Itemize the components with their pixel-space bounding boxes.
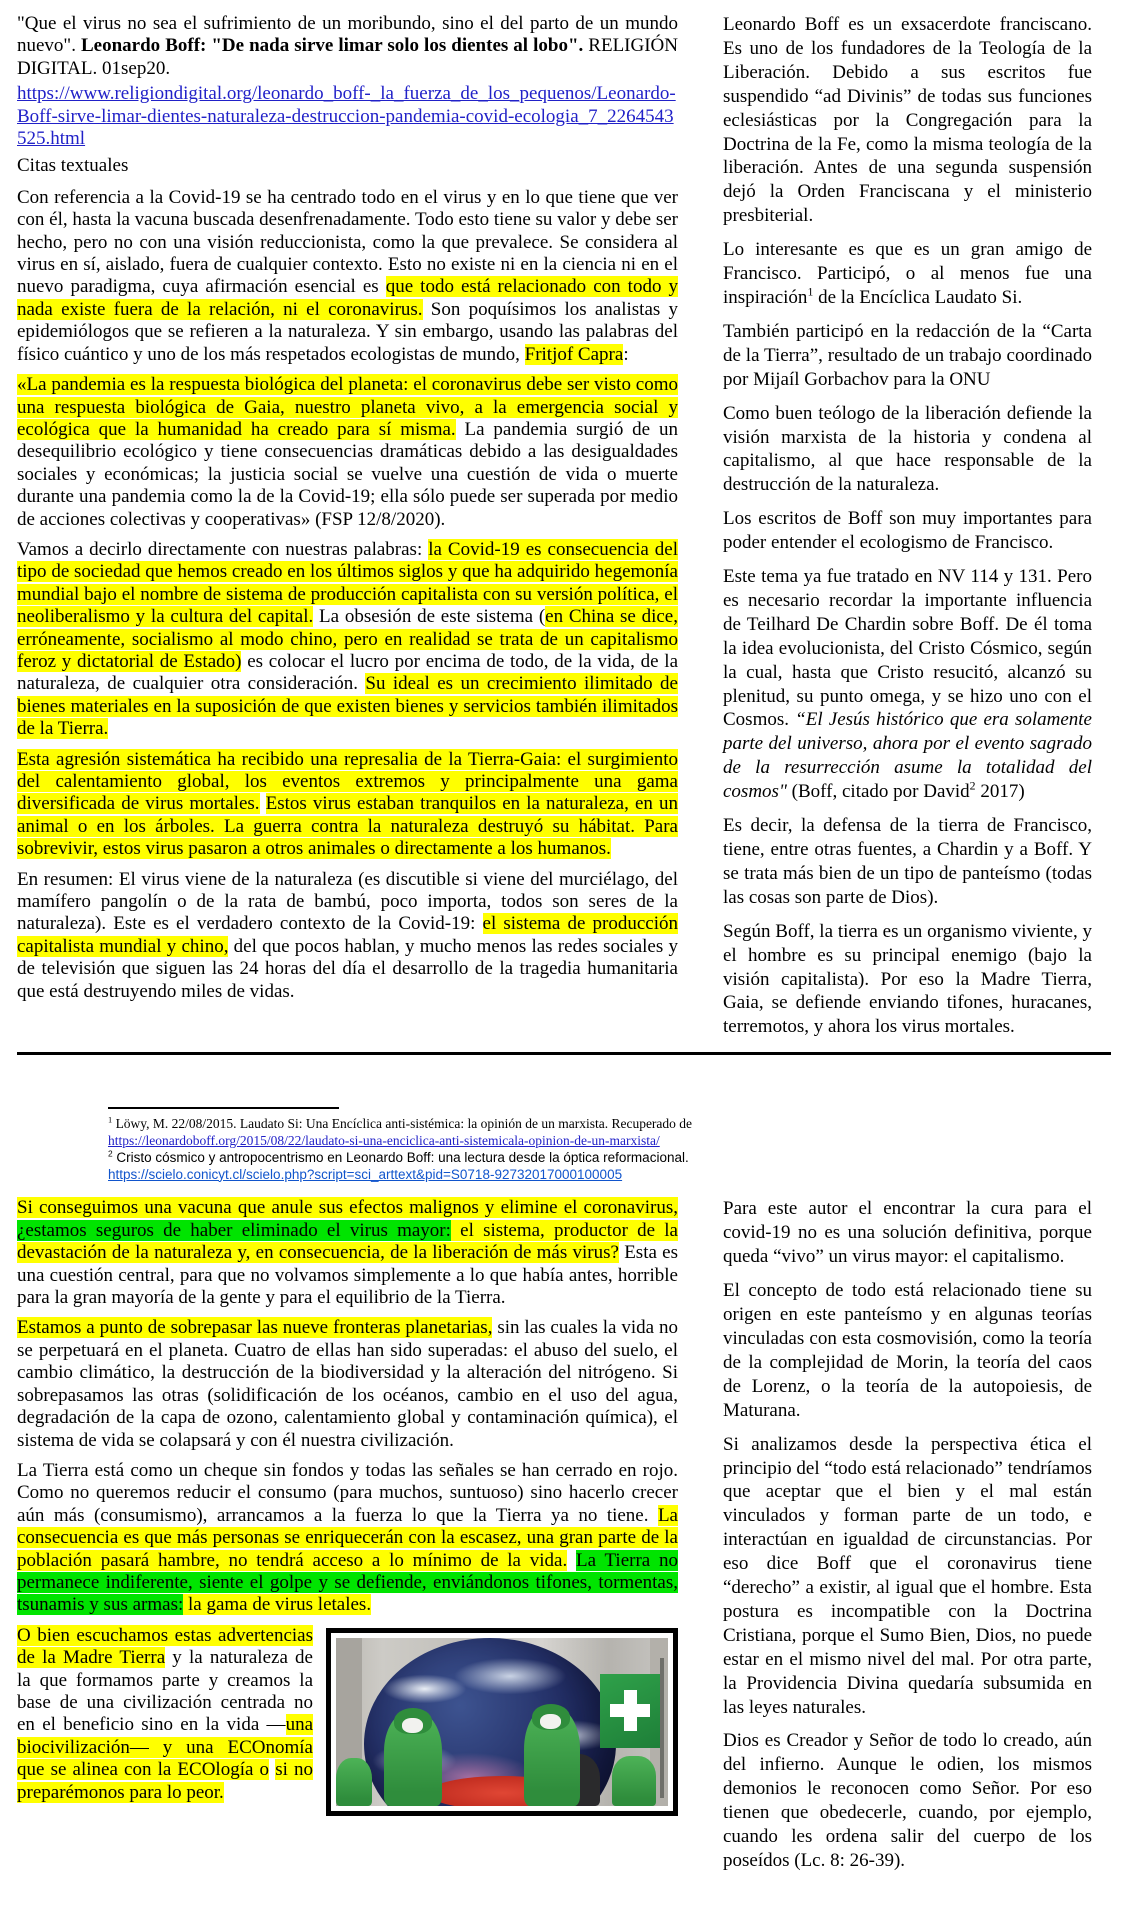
text-run: "Que el virus no sea el sufrimiento de un moribundo, sino el del parto de un mundo nuevo". [17,13,678,57]
highlighted-text-yellow: O bien escuchamos estas advertencias de la Madre Tierra [17,1624,313,1669]
text-run: y la naturaleza de la que formamos parte y creamos la base de una civilización centrada no en el beneficio sino en la vida — [17,1647,313,1736]
text-run: El concepto de todo está relacionado tiene su origen en este panteísmo y en algunas teorías vinculadas con esta cosmovisión, como la teoría de la complejidad de Morin, la teoría del caos de Lorenz, o la teoría de la autopoiesis, de Maturana. [723,1280,1092,1421]
text-run: Para este autor el encontrar la cura para el covid-19 no es una solución definitiva, porque queda “vivo” un virus mayor: el capitalismo. [723,1198,1092,1268]
paragraph-boff-bio [723,13,1092,228]
highlighted-text-yellow: la Covid-19 es consecuencia del tipo de sociedad que hemos creado en los últimos siglos y que ha adquirido hegemonía mundial bajo el nombre de sistema de producción capitalista con su versión política, el neoliberalismo y la cultura del capital. [17,538,678,628]
text-run: Cristo cósmico y antropocentrismo en Leonardo Boff: una lectura desde la óptica reformacional. [112,1149,689,1165]
paragraph-dios-creador [723,1729,1092,1872]
paragraph-teilhard [723,565,1092,804]
highlighted-text-yellow: «La pandemia es la respuesta biológica del planeta: el coronavirus debe ser visto como una respuesta biológica de Gaia, nuestro planeta vivo, a la emergencia social y ecológica que la humanidad ha creado para sí misma. [17,374,678,440]
text-run: Löwy, M. 22/08/2015. Laudato Si: Una Encíclica anti-sistémica: la opinión de un marxista. Recuperado de [112,1116,693,1132]
paragraph-amigo-francisco [723,238,1092,310]
footnote-reference: 2 [108,1148,113,1159]
text-run: Son poquísimos los analistas y epidemiólogos que se refieren a la naturaleza. Y sin embargo, usando las palabras del físico cuántico y uno de los más respetados ecologistas de mundo, [17,298,678,365]
text-run: La Tierra está como un cheque sin fondos y todas las señales se han cerrado en rojo. Como no queremos reducir el consumo (para muchos, suntuoso) sino hacerlo crecer aún más (consumismo), arrancamos a la fuerza lo que la Tierra ya no tiene. [17,1459,678,1526]
highlighted-text-yellow: el sistema, productor de la devastación de la naturaleza y, en consecuencia, de la liberación de más virus? [17,1219,678,1264]
paragraph-fronteras [17,1317,678,1451]
text-run: Si analizamos desde la perspectiva ética el principio del “todo está relacionado” tendríamos que aceptar que el bien y el mal están vinculados y forman parte de un todo, e interactúan en igualdad de circunstancias. Por eso dice Boff que el coronavirus tiene “derecho” a existir, al igual que el hombre. Esta postura es incompatible con la Doctrina Cristiana, porque el Sumo Bien, Dios, no puede estar en el mismo nivel del mal. Por otra parte, la Providencia Divina quedaría subsumida en las leyes naturales. [723,1433,1092,1718]
paragraph-vacuna [17,1197,678,1309]
text-run: Leonardo Boff es un exsacerdote franciscano. Es uno de los fundadores de la Teología de la Liberación. Debido a sus escritos fue suspendido “ad Divinis” de todas sus funciones eclesiásticas por la Congregación para la Doctrina de la Fe, como la misma teología de la liberación. Antes de una segunda suspensión dejó la Orden Franciscana y el ministerio presbiterial. [723,14,1092,227]
highlighted-text-yellow: Estos virus estaban tranquilos en la naturaleza, en un animal o en los árboles. La guerra contra la naturaleza destruyó su hábitat. Para sobrevivir, estos virus pasaron a otros animales o directamente a los humanos. [17,793,679,860]
paragraph-teologo-liberacion [723,402,1092,498]
right-column-top [723,13,1092,1049]
text-run: de la Encíclica Laudato Si. [813,286,1023,308]
footnote-reference: 1 [108,1115,113,1125]
hyperlink[interactable]: https://leonardoboff.org/2015/08/22/laudato-si-una-enciclica-anti-sistemicala-opinion-de-un-marxista/ [108,1133,660,1149]
text-run: “El Jesús histórico que era solamente parte del universo, ahora por el evento sagrado de la resurrección asume la totalidad del cosmos" [723,709,1092,803]
footnotes [108,1107,1090,1183]
text-run: 2017) [975,781,1025,803]
text-run: También participó en la redacción de la “Carta de la Tierra”, resultado de un trabajo coordinado por Mijaíl Gorbachov para la ONU [723,320,1092,390]
text-run: Lo interesante es que es un gran amigo de Francisco. Participó, o al menos fue una inspiración [723,239,1092,308]
article-link [17,83,678,150]
text-run: RELIGIÓN DIGITAL. 01sep20. [17,35,679,79]
highlighted-text-yellow: una biocivilización— y una ECOnomía que se alinea con la ECOlogía o [17,1714,313,1781]
paragraph-en-resumen [17,869,678,1003]
text-run [567,1550,576,1571]
footnote-reference: 2 [969,779,976,793]
highlighted-text-yellow: Estamos a punto de sobrepasar las nueve fronteras planetarias, [17,1317,493,1339]
paragraph-concepto [723,1279,1092,1422]
footnote-1 [108,1116,1090,1150]
highlighted-text-yellow: que todo está relacionado con todo y nada existe fuera de la relación, ni el coronavirus. [17,276,678,320]
text-run: Los escritos de Boff son muy importantes para poder entender el ecologismo de Francisco. [723,508,1092,554]
green-flag [600,1674,660,1748]
text-run: Según Boff, la tierra es un organismo viviente, y el hombre es su principal enemigo (bajo la visión capitalista). Por eso la Madre Tierra, Gaia, se defiende enviando tifones, huracanes, terremotos, y ahora los virus mortales. [723,920,1092,1038]
highlighted-text-yellow: Si conseguimos una vacuna que anule sus efectos malignos y elimine el coronavirus, [17,1197,678,1219]
face-mask [402,1718,423,1733]
highlighted-text-yellow: Esta agresión sistemática ha recibido una represalia de la Tierra-Gaia: el surgimiento del calentamiento global, los eventos extremos y principalmente una gama diversificada de virus mortales. [17,748,678,815]
paragraph-represalia-gaia [17,749,678,861]
paragraph-cura [723,1197,1092,1269]
text-run: La obsesión de este sistema ( [313,606,546,628]
paragraph-sistema-capitalista [17,539,678,741]
highlighted-text-yellow: la gama de virus letales. [183,1594,372,1616]
left-bottom-paragraphs [17,1197,678,1616]
highlighted-text-yellow: Fritjof Capra [524,343,624,365]
highlighted-text-green: La Tierra no permanece indiferente, siente el golpe y se defiende, enviándonos tifones, tormentas, tsunamis y sus armas: [17,1549,679,1616]
highlighted-text-green: ¿estamos seguros de haber eliminado el virus mayor: [17,1219,451,1241]
footnote-reference: 1 [807,285,814,299]
right-column-bottom [723,1197,1092,1882]
paragraph-carta-tierra [723,320,1092,392]
hyperlink[interactable]: https://scielo.conicyt.cl/scielo.php?script=sci_arttext&pid=S0718-92732017000100005 [108,1166,623,1182]
paragraph-cita-capra [17,374,678,531]
footnote-list [108,1116,1090,1183]
paragraph-cheque [17,1460,678,1617]
headline [17,13,678,80]
text-run: sin las cuales la vida no se perpetuará en el planeta. Cuatro de ellas han sido superadas: el abuso del suelo, el cambio climático, la destrucción de la biodiversidad y la alteración del nitrógeno. Si sobrepasamos las otras (solidificación de los océanos, cambio en el uso del agua, degradación de la capa de ozono, calentamiento global y contaminación química), el sistema de vida se colapsará y con él nuestra civilización. [17,1317,678,1451]
text-run: Este tema ya fue tratado en NV 114 y 131. Pero es necesario recordar la importante influencia de Teilhard De Chardin sobre Boff. De él toma la idea evolucionista, del Cristo Cósmico, según la cual, hasta que Cristo resucitó, alcanzó su plenitud, su punto omega, y se hizo uno con el Cosmos. [723,566,1092,731]
highlighted-text-yellow: La consecuencia es que más personas se enriquecerán con la escasez, una gran parte de la población pasará hambre, no tendrá acceso a lo mínimo de la vida. [17,1504,678,1571]
text-run: Citas textuales [17,155,129,177]
highlighted-text-yellow: Su ideal es un crecimiento ilimitado de bienes materiales en la suposición de que existen bienes y servicios también ilimitados de la Tierra. [17,673,678,740]
earth-globe-photo [326,1628,678,1816]
left-column-top [17,13,678,1011]
paragraph-madre-tierra [723,920,1092,1040]
paragraph-covid-contexto [17,187,678,366]
text-run [260,793,266,814]
section-divider-rule [17,1052,1111,1055]
text-run: Esta es una cuestión central, para que no volvamos simplemente a lo que había antes, horrible para la gran mayoría de la gente y para el equilibrio de la Tierra. [17,1242,678,1309]
text-run: Leonardo Boff: "De nada sirve limar solo los dientes al lobo". [80,35,584,57]
photo-scene [336,1638,668,1806]
protester-figure [336,1758,372,1806]
highlighted-text-yellow: en China se dice, erróneamente, socialismo al modo chino, pero en realidad se trata de un capitalismo feroz y dictatorial de Estado) [17,606,678,672]
paragraph-escritos-boff [723,507,1092,555]
footnote-separator [108,1107,339,1109]
text-run: (Boff, citado por David [786,781,970,803]
text-run: : [623,343,629,365]
paragraph-perspectiva-etica [723,1433,1092,1720]
bottom-section [0,1197,1130,1882]
text-run: del que pocos hablan, y mucho menos las redes sociales y de televisión que siguen las 24 horas del día el desarrollo de la tragedia humanitaria que está destruyendo miles de vidas. [17,935,678,1002]
highlighted-text-yellow: si no preparémonos para lo peor. [17,1759,313,1803]
left-column-bottom [17,1197,678,1819]
paragraph-panteismo [723,814,1092,910]
text-run: Dios es Creador y Señor de todo lo creado, aún del infierno. Aunque le odien, los mismos demonios le reconocen como Señor. Por eso tienen que obedecerle, cuando, por ejemplo, cuando les ordena salir del cuerpo de los poseídos (Lc. 8: 26-39). [723,1730,1092,1871]
flag-pole [660,1658,664,1798]
text-run: En resumen: El virus viene de la naturaleza (es discutible si viene del murciélago, del mamífero pangolín o de la rata de bambú, poco importa, todos son seres de la naturaleza). Este es el verdadero contexto de la Covid-19: [17,868,678,935]
face-mask [540,1714,561,1729]
text-run: La pandemia surgió de un desequilibrio ecológico y tiene consecuencias dramáticas debido a las desigualdades sociales y económicas; la justicia social se vuelve una cuestión de vida o muerte durante una pandemia como la de la Covid-19; ella sólo puede ser superada por medio de acciones colectivas y cooperativas» (FSP 12/8/2020). [17,418,678,530]
text-run: Como buen teólogo de la liberación defiende la visión marxista de la historia y condena al capitalismo, al que hace responsable de la destrucción de la naturaleza. [723,402,1092,496]
footnote-2 [108,1150,1090,1184]
protester-figure [612,1756,656,1806]
citas-label [17,155,678,177]
text-run: Vamos a decirlo directamente con nuestras palabras: [17,538,429,560]
text-run: Es decir, la defensa de la tierra de Francisco, tiene, entre otras fuentes, a Chardin y a Boff. Y se trata más bien de un tipo de panteísmo (todas las cosas son parte de Dios). [723,815,1092,908]
hyperlink[interactable]: https://www.religiondigital.org/leonardo_boff-_la_fuerza_de_los_pequenos/Leonardo-Boff-sirve-limar-dientes-naturaleza-destruccion-pandemia-covid-ecologia_7_2264543525.html [17,83,676,150]
flag-cross-icon [610,1704,650,1717]
text-run: es colocar el lucro por encima de todo, de la vida, de la naturaleza, de cualquier otra consideración. [17,650,678,695]
highlighted-text-yellow: el sistema de producción capitalista mundial y chino, [17,913,678,957]
text-run: Con referencia a la Covid-19 se ha centrado todo en el virus y en lo que tiene que ver con él, hasta la vacuna buscada desenfrenadamente. Todo esto tiene su valor y debe ser hecho, pero no con una visión reduccionista, como la que prevalece. Se considera al virus en sí, aislado, fuera de cualquier contexto. Esto no existe ni en la ciencia ni en el nuevo paradigma, cuya afirmación esencial es [17,186,678,298]
